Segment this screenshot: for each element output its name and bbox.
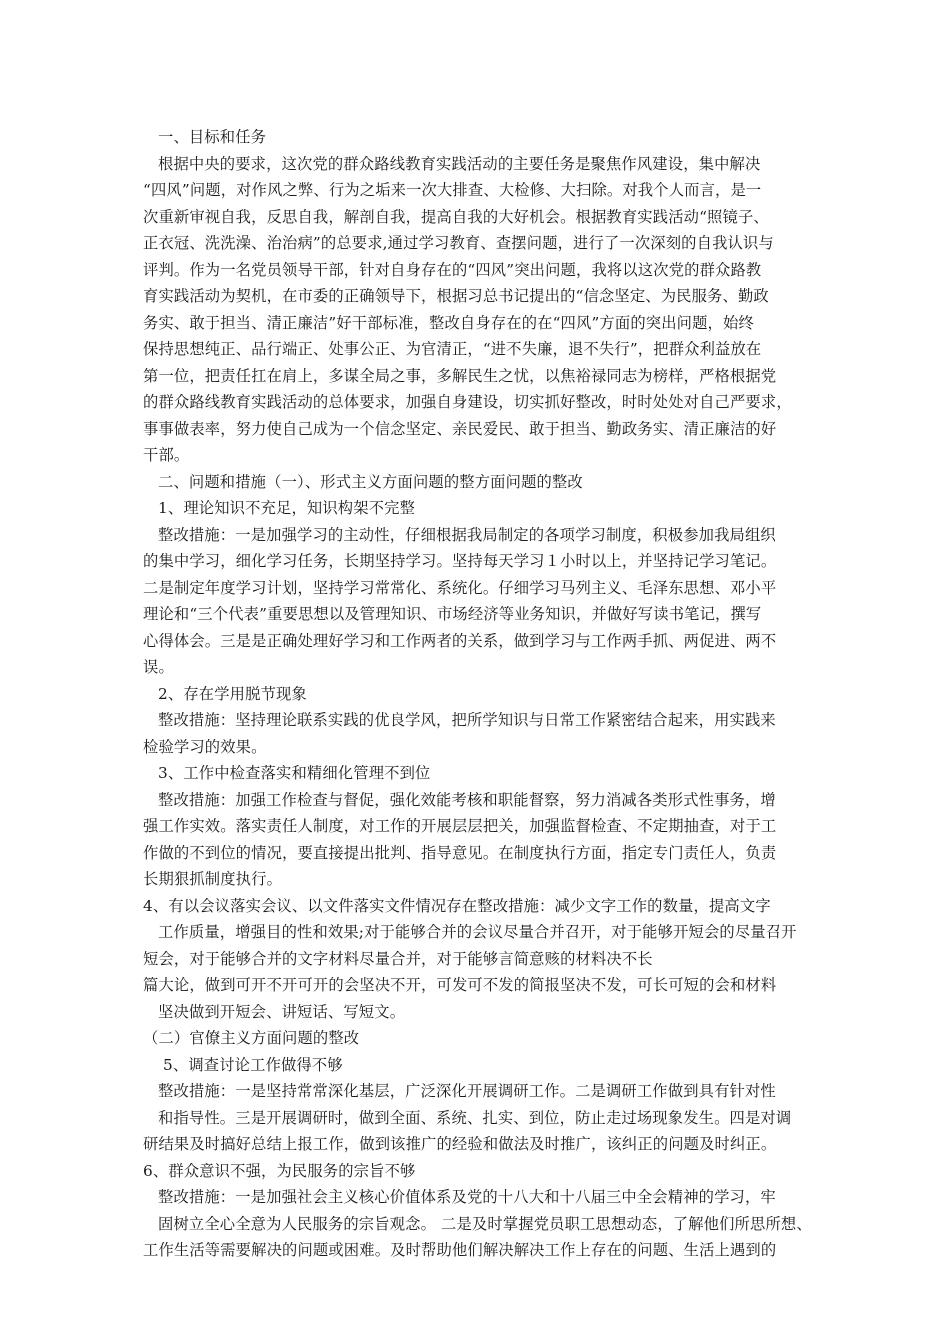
paragraph-line: 检验学习的效果。 xyxy=(143,737,267,756)
paragraph-line: 和指导性。三是开展调研时，做到全面、系统、扎实、到位，防止走过场现象发生。四是对调 xyxy=(158,1108,792,1127)
paragraph-line: 第一位，把责任扛在肩上，多谋全局之事，多解民生之忧，以焦裕禄同志为榜样，严格根据党 xyxy=(143,366,777,385)
paragraph-line: 整改措施：一是加强学习的主动性，仔细根据我局制定的各项学习制度，积极参加我局组织 xyxy=(158,525,776,544)
paragraph-line: 理论和“三个代表”重要思想以及管理知识、市场经济等业务知识，并做好写读书笔记，撰写 xyxy=(143,605,762,623)
section-heading-bureaucracy: 5、调查讨论工作做得不够 xyxy=(163,1055,343,1074)
paragraph-line: 心得体会。三是是正确处理好学习和工作两者的关系，做到学习与工作两手抓、两促进、两不 xyxy=(143,631,777,650)
paragraph-line: 强工作实效。落实责任人制度，对工作的开展层层把关，加强监督检查、不定期抽查，对于工 xyxy=(143,817,777,835)
paragraph-line: 育实践活动为契机，在市委的正确领导下，根据习总书记提出的“信念坚定、为民服务、勤政 xyxy=(143,287,769,305)
paragraph-line: “四风”问题，对作风之弊、行为之垢来一次大排查、大检修、大扫除。对我个人而言，是一 xyxy=(143,181,762,199)
paragraph-line: 务实、敢于担当、清正廉洁”好干部标准，整改自身存在的在“四风”方面的突出问题，始终 xyxy=(143,313,754,332)
paragraph-line: （二）官僚主义方面问题的整改 xyxy=(143,1029,360,1047)
section-heading-problems: 二、问题和措施（一）、形式主义方面问题的整方面问题的整改 xyxy=(158,472,583,491)
paragraph-line: 正衣冠、洗洗澡、治治病”的总要求,通过学习教育、查摆问题，进行了一次深刻的自我认识与 xyxy=(143,234,774,252)
paragraph-line: 短会，对于能够合并的文字材料尽量合并，对于能够言简意赅的材料决不长 xyxy=(143,949,653,968)
paragraph-line: 二是制定年度学习计划，坚持学习常常化、系统化。仔细学习马列主义、毛泽东思想、邓小平 xyxy=(143,578,777,597)
item-heading: 2、存在学用脱节现象 xyxy=(158,684,307,703)
paragraph-line: 长期狠抓制度执行。 xyxy=(143,870,283,888)
paragraph-line: 保持思想纯正、品行端正、处事公正、为官清正，“进不失廉，退不失行”，把群众利益放在 xyxy=(143,340,762,358)
paragraph-line: 固树立全心全意为人民服务的宗旨观念。 二是及时掌握党员职工思想动态，了解他们所思所想、 xyxy=(158,1214,812,1233)
item-heading: 工作质量，增强目的性和效果;对于能够合并的会议尽量合并召开，对于能够开短会的尽量召开 xyxy=(158,923,797,941)
paragraph-line: 事事做表率，努力使自己成为一个信念坚定、亲民爱民、敢于担当、勤政务实、清正廉洁的好 xyxy=(143,419,777,438)
paragraph-line: 篇大论，做到可开不开可开的会坚决不开，可发可不发的简报坚决不发，可长可短的会和材料 xyxy=(143,976,777,994)
paragraph-line: 整改措施：加强工作检查与督促，强化效能考核和职能督察，努力消减各类形式性事务，增 xyxy=(158,790,776,809)
paragraph-line: 坚决做到开短会、讲短话、写短文。 xyxy=(158,1002,406,1021)
paragraph-line: 工作生活等需要解决的问题或困难。及时帮助他们解决解决工作上存在的问题、生活上遇到的 xyxy=(143,1241,777,1259)
paragraph-line: 作做的不到位的情况，要直接提出批判、指导意见。在制度执行方面，指定专门责任人，负责 xyxy=(143,843,777,862)
paragraph-line: 误。 xyxy=(143,658,174,676)
paragraph-line: 整改措施：坚持理论联系实践的优良学风，把所学知识与日常工作紧密结合起来，用实践来 xyxy=(158,711,776,729)
item-heading: 整改措施：一是坚持常常深化基层，广泛深化开展调研工作。二是调研工作做到具有针对性 xyxy=(158,1082,776,1100)
item-heading: 1、理论知识不充足，知识构架不完整 xyxy=(158,499,416,517)
document-body xyxy=(143,124,815,1290)
paragraph-line: 4、有以会议落实会议、以文件落实文件情况存在整改措施：减少文字工作的数量，提高文字 xyxy=(143,896,771,915)
section-heading-goals: 一、目标和任务 xyxy=(158,128,267,146)
paragraph-line xyxy=(143,1264,815,1291)
paragraph-line: 根据中央的要求，这次党的群众路线教育实践活动的主要任务是聚焦作风建设，集中解决 xyxy=(158,154,761,173)
paragraph-line: 的集中学习，细化学习任务，长期坚持学习。坚持每天学习１小时以上，并坚持记学习笔记。 xyxy=(143,552,777,570)
paragraph-line: 6、群众意识不强，为民服务的宗旨不够 xyxy=(143,1161,416,1180)
paragraph-line: 研结果及时搞好总结上报工作，做到该推广的经验和做法及时推广，该纠正的问题及时纠正。 xyxy=(143,1135,777,1153)
paragraph-line: 评判。作为一名党员领导干部，针对自身存在的“四风”突出问题，我将以这次党的群众路教 xyxy=(143,260,762,279)
paragraph-line: 次重新审视自我，反思自我，解剖自我，提高自我的大好机会。根据教育实践活动“照镜子、 xyxy=(143,207,769,226)
paragraph-line: 的群众路线教育实践活动的总体要求，加强自身建设，切实抓好整改，时时处处对自己严要求， xyxy=(143,393,792,411)
paragraph-line: 干部。 xyxy=(143,446,190,464)
item-heading: 3、工作中检查落实和精细化管理不到位 xyxy=(158,764,431,782)
item-heading: 整改措施：一是加强社会主义核心价值体系及党的十八大和十八届三中全会精神的学习，牢 xyxy=(158,1188,776,1206)
